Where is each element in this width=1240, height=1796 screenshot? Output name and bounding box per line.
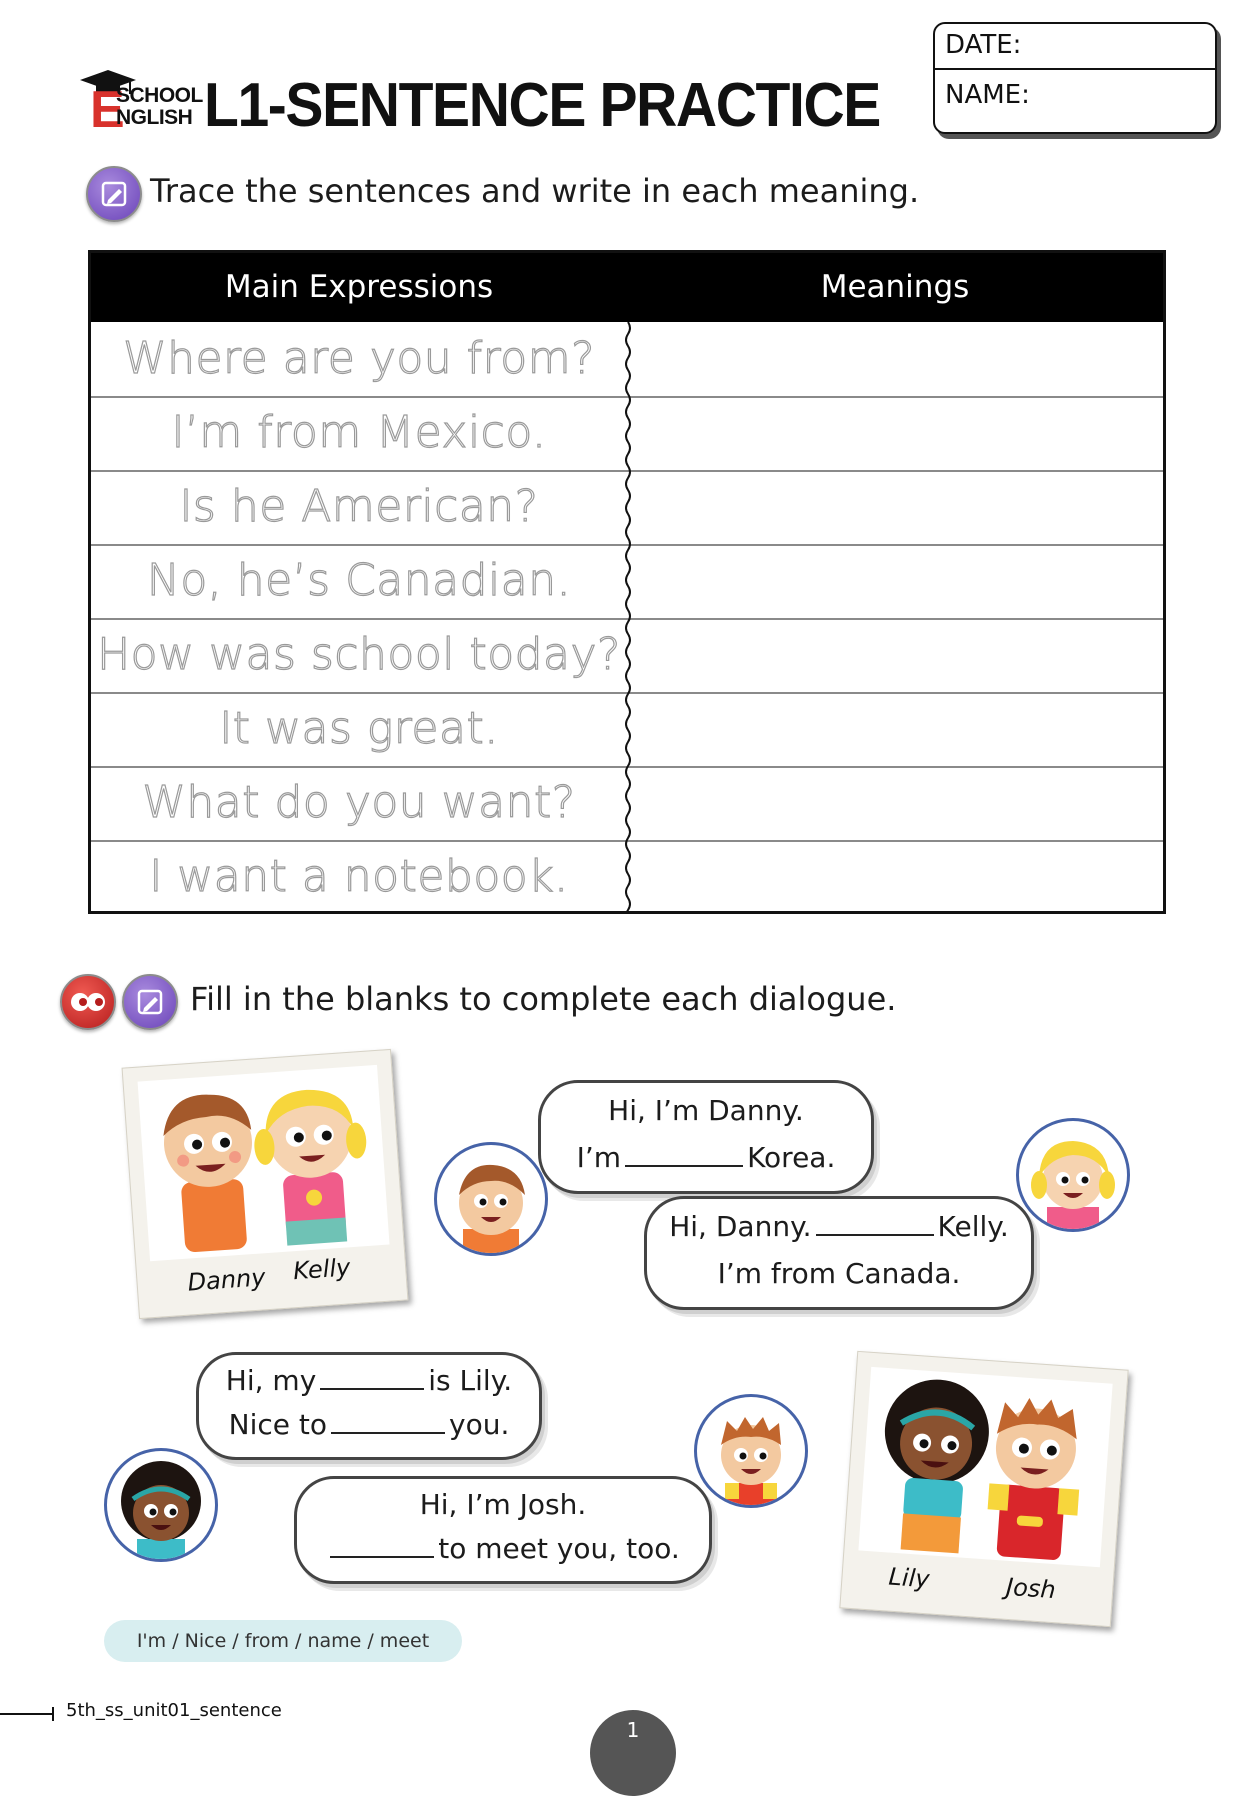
speech-bubble-kelly: [644, 1196, 1034, 1310]
name-label: NAME:: [945, 80, 1030, 110]
speech-bubble-danny: [538, 1080, 874, 1194]
meaning-field[interactable]: [631, 322, 1163, 396]
logo-letter: E: [90, 81, 125, 139]
answer-blank[interactable]: [330, 1536, 434, 1558]
bubble-line: [297, 1527, 709, 1571]
section1-instruction: Trace the sentences and write in each meaning.: [150, 172, 920, 210]
bubble-text: Hi, my: [225, 1364, 317, 1397]
trace-sentence: How was school today?: [97, 629, 621, 680]
meaning-field[interactable]: [631, 840, 1163, 912]
footer-file-label: 5th_ss_unit01_sentence: [66, 1700, 282, 1721]
trace-sentence: No, he’s Canadian.: [146, 555, 572, 606]
kelly-avatar: [1016, 1118, 1130, 1232]
bubble-text: is Lily.: [428, 1364, 513, 1397]
bubble-line: Hi, I’m Josh.: [419, 1488, 587, 1521]
wavy-divider: [623, 322, 633, 912]
footer-tick: [52, 1707, 54, 1721]
page-title: L1-SENTENCE PRACTICE: [204, 71, 880, 140]
bubble-line: Hi, I’m Danny.: [608, 1094, 804, 1127]
speech-bubble-lily: [196, 1352, 542, 1460]
meaning-field[interactable]: [631, 544, 1163, 618]
pencil-icon: [122, 974, 178, 1030]
meaning-field[interactable]: [631, 470, 1163, 544]
danny-avatar: [434, 1142, 548, 1256]
photo-caption-josh: Josh: [1005, 1572, 1057, 1605]
trace-sentence: Where are you from?: [123, 333, 595, 384]
date-name-box: [933, 22, 1217, 134]
column-header-expressions: Main Expressions: [224, 269, 494, 305]
bubble-text: Kelly.: [937, 1210, 1009, 1243]
trace-sentence: I want a notebook.: [149, 851, 569, 902]
page-number: 1: [626, 1718, 640, 1742]
bubble-text: Hi, Danny.: [669, 1210, 812, 1243]
trace-sentence: I’m from Mexico.: [171, 407, 547, 458]
kids-illustration: [138, 1065, 390, 1261]
logo-line1: SCHOOL: [116, 84, 203, 107]
school-english-logo: [78, 70, 203, 139]
bubble-text: Nice to: [228, 1408, 327, 1441]
bubble-line: [541, 1134, 871, 1181]
meaning-field[interactable]: [631, 618, 1163, 692]
lily-avatar: [104, 1448, 218, 1562]
date-label: DATE:: [945, 30, 1022, 60]
meaning-field[interactable]: [631, 692, 1163, 766]
column-header-meanings: Meanings: [820, 269, 970, 305]
bubble-text: Korea.: [747, 1141, 836, 1174]
bubble-text: you.: [449, 1408, 510, 1441]
section2-instruction: Fill in the blanks to complete each dialogue.: [190, 980, 897, 1018]
photo-caption-kelly: Kelly: [292, 1253, 352, 1286]
expressions-table: [88, 250, 1166, 914]
bubble-line: [647, 1203, 1031, 1250]
date-row[interactable]: [935, 24, 1215, 70]
photo-caption-danny: Danny: [186, 1263, 267, 1297]
table-header: [91, 253, 1163, 322]
answer-blank[interactable]: [331, 1412, 445, 1434]
photo-danny-kelly: [122, 1049, 409, 1319]
trace-sentence: It was great.: [219, 703, 499, 754]
pencil-icon: [86, 166, 142, 222]
answer-blank[interactable]: [625, 1145, 743, 1167]
answer-blank[interactable]: [320, 1368, 424, 1390]
eyes-icon: [60, 974, 116, 1030]
trace-sentence: Is he American?: [179, 481, 539, 532]
footer-line: [0, 1713, 52, 1715]
bubble-line: I’m from Canada.: [717, 1257, 961, 1290]
kids-illustration: [858, 1367, 1112, 1567]
answer-blank[interactable]: [816, 1214, 934, 1236]
josh-avatar: [694, 1394, 808, 1508]
bubble-text: to meet you, too.: [438, 1532, 680, 1565]
speech-bubble-josh: [294, 1476, 712, 1584]
meaning-field[interactable]: [631, 396, 1163, 470]
bubble-line: [199, 1403, 539, 1447]
photo-lily-josh: [839, 1351, 1128, 1627]
bubble-text: I’m: [576, 1141, 622, 1174]
logo-line2: NGLISH: [116, 106, 193, 129]
word-bank: I'm / Nice / from / name / meet: [104, 1620, 462, 1662]
bubble-line: [199, 1359, 539, 1403]
page-number-badge: [590, 1710, 676, 1796]
meaning-field[interactable]: [631, 766, 1163, 840]
trace-sentence: What do you want?: [142, 777, 576, 828]
photo-caption-lily: Lily: [887, 1562, 931, 1594]
